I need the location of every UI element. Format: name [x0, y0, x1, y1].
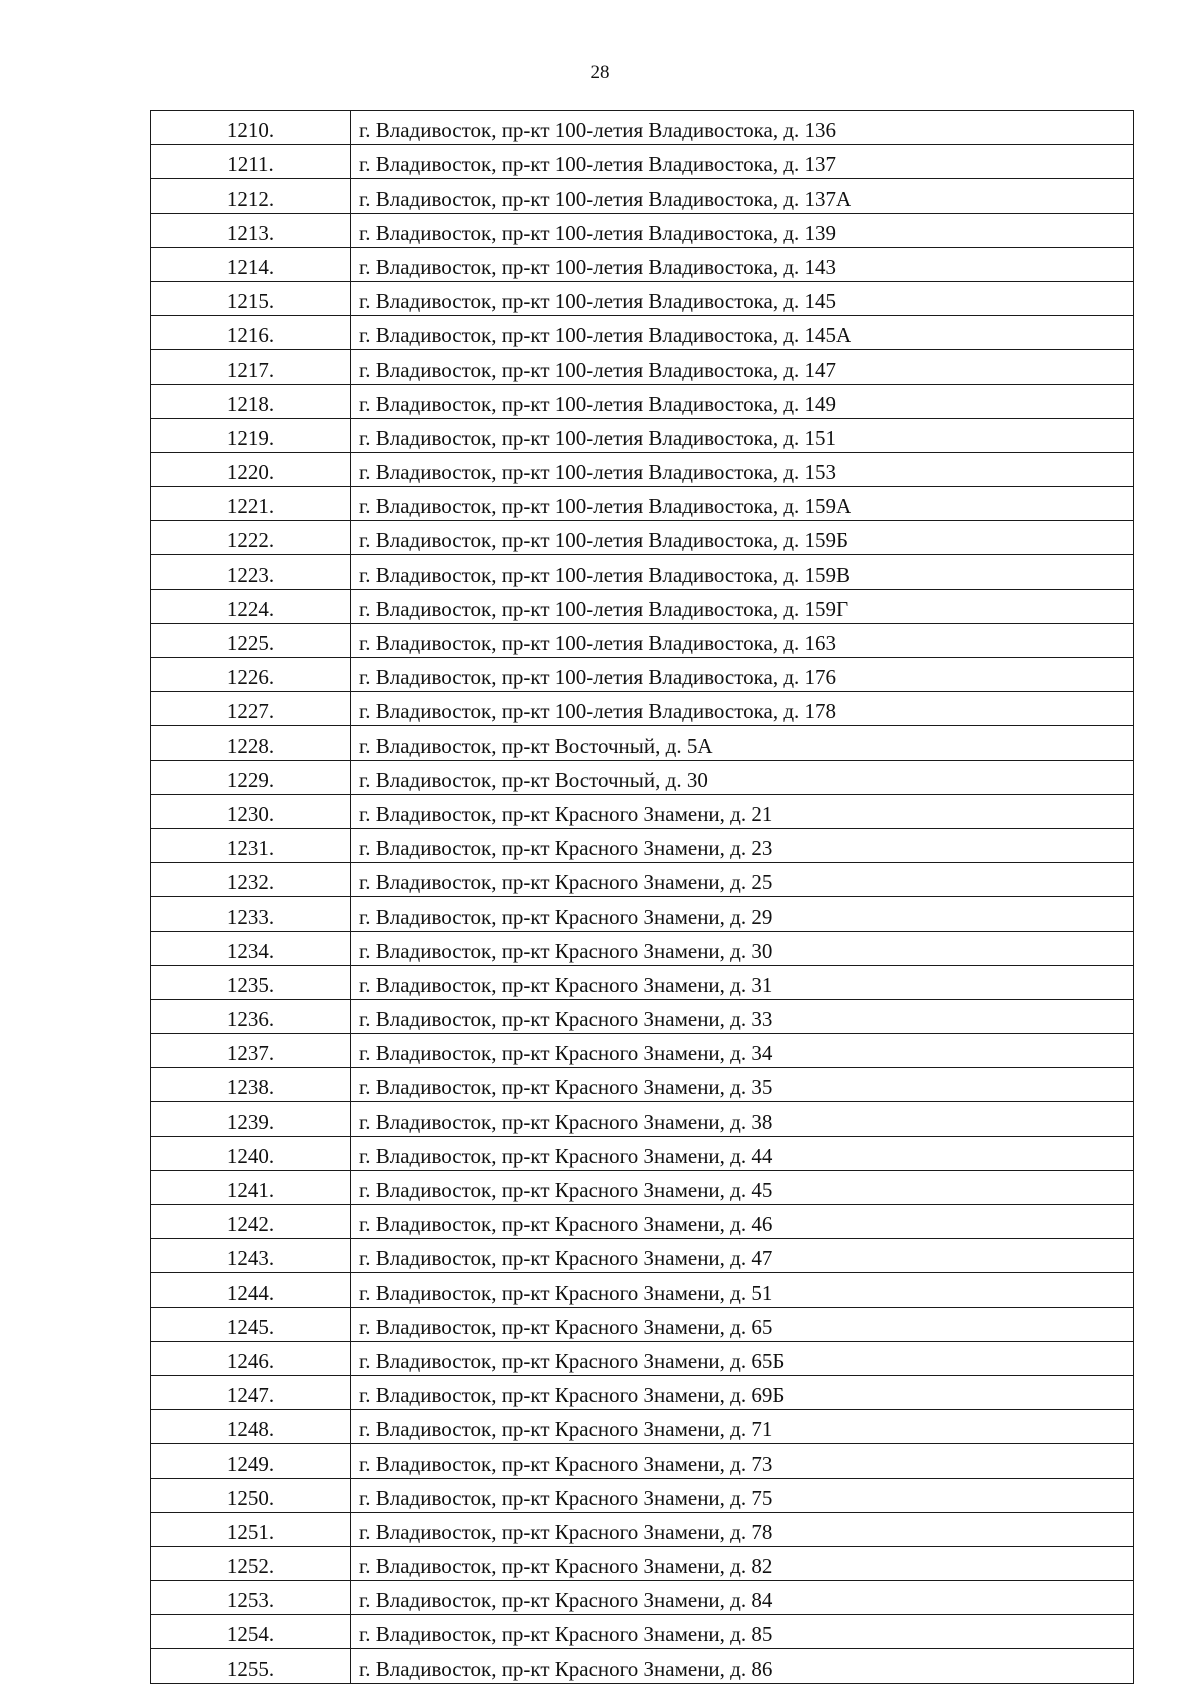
table-row	[151, 316, 1134, 350]
address-cell: г. Владивосток, пр-кт 100-летия Владивостока, д. 163	[351, 623, 1134, 657]
table-row	[151, 1649, 1134, 1683]
table-row	[151, 1546, 1134, 1580]
address-cell: г. Владивосток, пр-кт Красного Знамени, д. 69Б	[351, 1375, 1134, 1409]
address-cell: г. Владивосток, пр-кт Красного Знамени, д. 34	[351, 1034, 1134, 1068]
table-row	[151, 828, 1134, 862]
table-row	[151, 1102, 1134, 1136]
table-row	[151, 1034, 1134, 1068]
row-number-cell: 1214.	[151, 247, 351, 281]
row-number-cell: 1244.	[151, 1273, 351, 1307]
address-cell: г. Владивосток, пр-кт Красного Знамени, д. 65Б	[351, 1341, 1134, 1375]
table-row	[151, 350, 1134, 384]
address-table-body	[151, 111, 1134, 1684]
row-number-cell: 1219.	[151, 418, 351, 452]
table-row	[151, 1444, 1134, 1478]
address-cell: г. Владивосток, пр-кт Красного Знамени, д. 23	[351, 828, 1134, 862]
row-number-cell: 1218.	[151, 384, 351, 418]
address-cell: г. Владивосток, пр-кт 100-летия Владивостока, д. 147	[351, 350, 1134, 384]
table-row	[151, 145, 1134, 179]
address-cell: г. Владивосток, пр-кт Красного Знамени, д. 78	[351, 1512, 1134, 1546]
table-row	[151, 589, 1134, 623]
address-cell: г. Владивосток, пр-кт Красного Знамени, д. 38	[351, 1102, 1134, 1136]
address-cell: г. Владивосток, пр-кт 100-летия Владивостока, д. 151	[351, 418, 1134, 452]
table-row	[151, 179, 1134, 213]
table-row	[151, 213, 1134, 247]
table-row	[151, 384, 1134, 418]
row-number-cell: 1250.	[151, 1478, 351, 1512]
address-cell: г. Владивосток, пр-кт Красного Знамени, д. 35	[351, 1068, 1134, 1102]
row-number-cell: 1225.	[151, 623, 351, 657]
row-number-cell: 1212.	[151, 179, 351, 213]
table-row	[151, 760, 1134, 794]
row-number-cell: 1223.	[151, 555, 351, 589]
row-number-cell: 1217.	[151, 350, 351, 384]
row-number-cell: 1213.	[151, 213, 351, 247]
table-row	[151, 1615, 1134, 1649]
row-number-cell: 1211.	[151, 145, 351, 179]
address-cell: г. Владивосток, пр-кт 100-летия Владивостока, д. 159Г	[351, 589, 1134, 623]
address-cell: г. Владивосток, пр-кт Восточный, д. 5А	[351, 726, 1134, 760]
table-row	[151, 452, 1134, 486]
table-row	[151, 623, 1134, 657]
table-row	[151, 1068, 1134, 1102]
address-cell: г. Владивосток, пр-кт 100-летия Владивостока, д. 145	[351, 281, 1134, 315]
table-row	[151, 1170, 1134, 1204]
address-cell: г. Владивосток, пр-кт Красного Знамени, д. 73	[351, 1444, 1134, 1478]
address-cell: г. Владивосток, пр-кт Красного Знамени, д. 47	[351, 1239, 1134, 1273]
address-cell: г. Владивосток, пр-кт 100-летия Владивостока, д. 139	[351, 213, 1134, 247]
address-cell: г. Владивосток, пр-кт Красного Знамени, д. 82	[351, 1546, 1134, 1580]
address-cell: г. Владивосток, пр-кт Красного Знамени, д. 85	[351, 1615, 1134, 1649]
address-cell: г. Владивосток, пр-кт 100-летия Владивостока, д. 176	[351, 658, 1134, 692]
table-row	[151, 999, 1134, 1033]
row-number-cell: 1235.	[151, 965, 351, 999]
address-cell: г. Владивосток, пр-кт Красного Знамени, д. 75	[351, 1478, 1134, 1512]
row-number-cell: 1216.	[151, 316, 351, 350]
row-number-cell: 1255.	[151, 1649, 351, 1683]
row-number-cell: 1238.	[151, 1068, 351, 1102]
table-row	[151, 931, 1134, 965]
row-number-cell: 1215.	[151, 281, 351, 315]
table-row	[151, 897, 1134, 931]
address-cell: г. Владивосток, пр-кт Красного Знамени, д. 44	[351, 1136, 1134, 1170]
address-cell: г. Владивосток, пр-кт Красного Знамени, д. 25	[351, 863, 1134, 897]
address-cell: г. Владивосток, пр-кт Красного Знамени, д. 33	[351, 999, 1134, 1033]
address-cell: г. Владивосток, пр-кт Красного Знамени, д. 71	[351, 1410, 1134, 1444]
table-row	[151, 418, 1134, 452]
row-number-cell: 1249.	[151, 1444, 351, 1478]
row-number-cell: 1229.	[151, 760, 351, 794]
table-row	[151, 1205, 1134, 1239]
row-number-cell: 1254.	[151, 1615, 351, 1649]
table-row	[151, 521, 1134, 555]
address-cell: г. Владивосток, пр-кт 100-летия Владивостока, д. 145А	[351, 316, 1134, 350]
table-row	[151, 555, 1134, 589]
table-row	[151, 1478, 1134, 1512]
address-cell: г. Владивосток, пр-кт Красного Знамени, д. 51	[351, 1273, 1134, 1307]
row-number-cell: 1241.	[151, 1170, 351, 1204]
table-row	[151, 965, 1134, 999]
row-number-cell: 1248.	[151, 1410, 351, 1444]
table-row	[151, 487, 1134, 521]
address-cell: г. Владивосток, пр-кт Красного Знамени, д. 21	[351, 794, 1134, 828]
table-row	[151, 1410, 1134, 1444]
row-number-cell: 1246.	[151, 1341, 351, 1375]
table-row	[151, 692, 1134, 726]
row-number-cell: 1210.	[151, 111, 351, 145]
address-cell: г. Владивосток, пр-кт 100-летия Владивостока, д. 136	[351, 111, 1134, 145]
row-number-cell: 1221.	[151, 487, 351, 521]
address-cell: г. Владивосток, пр-кт 100-летия Владивостока, д. 153	[351, 452, 1134, 486]
address-cell: г. Владивосток, пр-кт Красного Знамени, д. 84	[351, 1581, 1134, 1615]
table-row	[151, 1307, 1134, 1341]
row-number-cell: 1245.	[151, 1307, 351, 1341]
row-number-cell: 1237.	[151, 1034, 351, 1068]
address-cell: г. Владивосток, пр-кт 100-летия Владивостока, д. 137	[351, 145, 1134, 179]
row-number-cell: 1234.	[151, 931, 351, 965]
row-number-cell: 1228.	[151, 726, 351, 760]
table-row	[151, 658, 1134, 692]
row-number-cell: 1220.	[151, 452, 351, 486]
table-row	[151, 1136, 1134, 1170]
address-cell: г. Владивосток, пр-кт Красного Знамени, д. 31	[351, 965, 1134, 999]
row-number-cell: 1226.	[151, 658, 351, 692]
row-number-cell: 1252.	[151, 1546, 351, 1580]
table-row	[151, 281, 1134, 315]
row-number-cell: 1247.	[151, 1375, 351, 1409]
row-number-cell: 1231.	[151, 828, 351, 862]
page-number: 28	[590, 62, 610, 83]
table-row	[151, 863, 1134, 897]
address-cell: г. Владивосток, пр-кт Красного Знамени, д. 46	[351, 1205, 1134, 1239]
address-cell: г. Владивосток, пр-кт 100-летия Владивостока, д. 159А	[351, 487, 1134, 521]
table-row	[151, 1341, 1134, 1375]
row-number-cell: 1239.	[151, 1102, 351, 1136]
row-number-cell: 1240.	[151, 1136, 351, 1170]
row-number-cell: 1227.	[151, 692, 351, 726]
address-cell: г. Владивосток, пр-кт 100-летия Владивостока, д. 178	[351, 692, 1134, 726]
address-cell: г. Владивосток, пр-кт 100-летия Владивостока, д. 159Б	[351, 521, 1134, 555]
row-number-cell: 1253.	[151, 1581, 351, 1615]
address-cell: г. Владивосток, пр-кт Красного Знамени, д. 45	[351, 1170, 1134, 1204]
table-row	[151, 726, 1134, 760]
table-row	[151, 247, 1134, 281]
address-cell: г. Владивосток, пр-кт Красного Знамени, д. 30	[351, 931, 1134, 965]
address-cell: г. Владивосток, пр-кт Красного Знамени, д. 29	[351, 897, 1134, 931]
row-number-cell: 1251.	[151, 1512, 351, 1546]
address-cell: г. Владивосток, пр-кт Восточный, д. 30	[351, 760, 1134, 794]
row-number-cell: 1230.	[151, 794, 351, 828]
address-table	[150, 110, 1134, 1684]
row-number-cell: 1236.	[151, 999, 351, 1033]
table-row	[151, 1375, 1134, 1409]
address-cell: г. Владивосток, пр-кт Красного Знамени, д. 86	[351, 1649, 1134, 1683]
table-row	[151, 794, 1134, 828]
address-cell: г. Владивосток, пр-кт 100-летия Владивостока, д. 143	[351, 247, 1134, 281]
address-cell: г. Владивосток, пр-кт Красного Знамени, д. 65	[351, 1307, 1134, 1341]
address-cell: г. Владивосток, пр-кт 100-летия Владивостока, д. 137А	[351, 179, 1134, 213]
table-row	[151, 1581, 1134, 1615]
row-number-cell: 1222.	[151, 521, 351, 555]
table-row	[151, 1512, 1134, 1546]
table-row	[151, 1273, 1134, 1307]
table-row	[151, 1239, 1134, 1273]
row-number-cell: 1224.	[151, 589, 351, 623]
row-number-cell: 1243.	[151, 1239, 351, 1273]
row-number-cell: 1242.	[151, 1205, 351, 1239]
row-number-cell: 1232.	[151, 863, 351, 897]
address-cell: г. Владивосток, пр-кт 100-летия Владивостока, д. 159В	[351, 555, 1134, 589]
row-number-cell: 1233.	[151, 897, 351, 931]
address-cell: г. Владивосток, пр-кт 100-летия Владивостока, д. 149	[351, 384, 1134, 418]
table-row	[151, 111, 1134, 145]
